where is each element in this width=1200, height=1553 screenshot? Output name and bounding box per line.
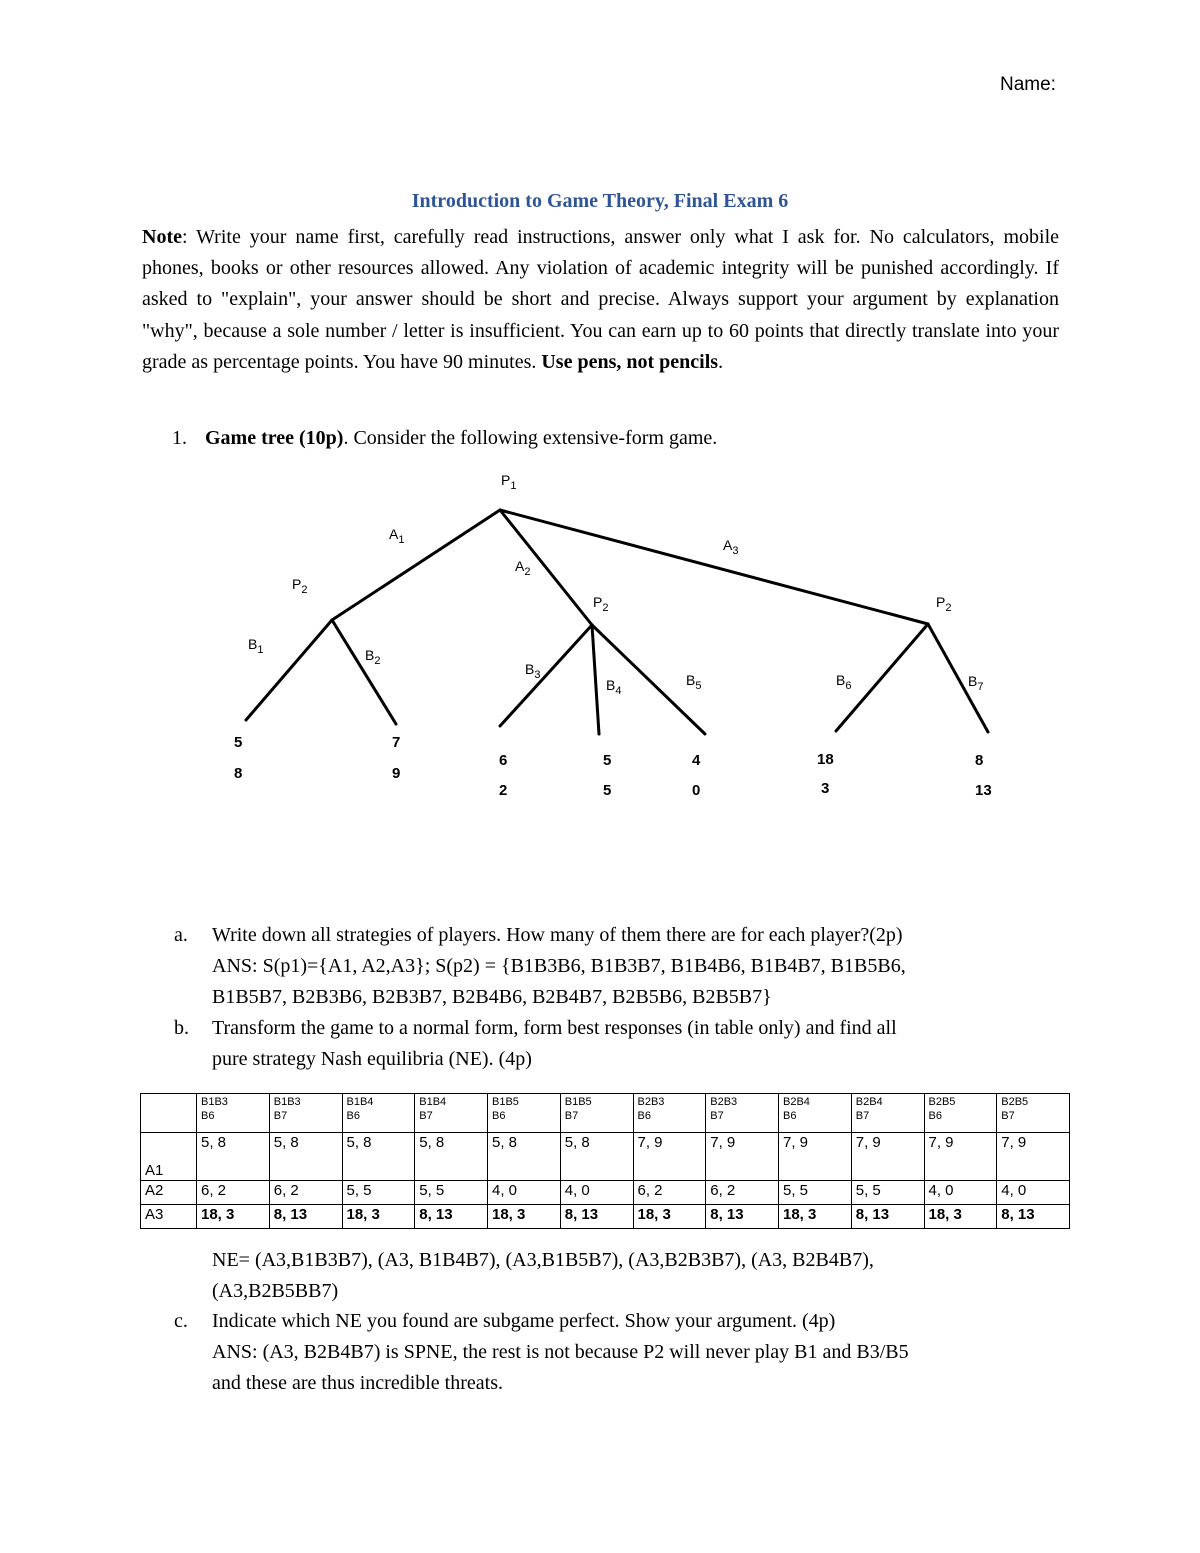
note-label: Note	[142, 226, 182, 248]
root-label-p1: $P_1$	[501, 472, 517, 492]
edge-b6	[836, 624, 928, 731]
payoff-cell: 6, 2	[269, 1181, 342, 1205]
payoff-cell: 5, 8	[415, 1133, 488, 1181]
payoff-cell: 5, 5	[342, 1181, 415, 1205]
use-label: Use	[541, 350, 573, 373]
payoff-cell: 7, 9	[997, 1133, 1070, 1181]
ne-answer	[212, 1245, 874, 1307]
payoff-3-p2: 2	[499, 782, 508, 799]
column-header: B1B4 B7	[415, 1094, 488, 1133]
part-a-answer-line-2: B1B5B7, B2B3B6, B2B3B7, B2B4B6, B2B4B7, B2B5B6, B2B5B7}	[212, 986, 772, 1008]
action-b3: $B_3$	[525, 661, 541, 681]
payoff-4-p1: 5	[603, 752, 612, 769]
payoff-cell: 6, 2	[706, 1181, 779, 1205]
payoff-3-p1: 6	[499, 752, 508, 769]
payoff-6-p1: 18	[817, 751, 834, 768]
payoff-cell: 5, 8	[197, 1133, 270, 1181]
payoff-7-p1: 8	[975, 752, 984, 769]
question-1-text: . Consider the following extensive-form game.	[343, 427, 718, 449]
payoff-5-p1: 4	[692, 752, 701, 769]
column-header: B1B3 B6	[197, 1094, 270, 1133]
payoff-cell: 5, 8	[342, 1133, 415, 1181]
payoff-2-p1: 7	[392, 734, 401, 751]
edge-b7	[928, 624, 988, 732]
payoff-cell: 7, 9	[924, 1133, 997, 1181]
table-row	[141, 1181, 1070, 1205]
edge-a1	[332, 510, 500, 620]
question-1-number: 1.	[172, 427, 187, 449]
payoff-cell: 18, 3	[488, 1205, 561, 1229]
name-field-label: Name:	[1000, 74, 1056, 95]
node-label-p2-left: $P_2$	[292, 576, 308, 596]
payoff-cell: 7, 9	[706, 1133, 779, 1181]
action-a2: $A_2$	[515, 558, 531, 578]
edge-a2	[500, 510, 592, 625]
payoff-4-p2: 5	[603, 782, 612, 799]
edge-b3	[500, 625, 592, 726]
payoff-cell: 8, 13	[851, 1205, 924, 1229]
payoff-cell: 8, 13	[706, 1205, 779, 1229]
edge-b1	[246, 620, 332, 720]
row-label: A2	[141, 1181, 197, 1205]
node-label-p2-middle: $P_2$	[593, 594, 609, 614]
payoff-cell: 18, 3	[779, 1205, 852, 1229]
payoff-6-p2: 3	[821, 780, 830, 797]
question-1	[172, 427, 717, 450]
part-c-label: c.	[174, 1310, 188, 1332]
edge-b2	[332, 620, 396, 724]
payoff-cell: 18, 3	[633, 1205, 706, 1229]
payoff-cell: 7, 9	[779, 1133, 852, 1181]
game-tree	[0, 460, 1200, 820]
payoff-cell: 5, 8	[560, 1133, 633, 1181]
action-b5: $B_5$	[686, 672, 702, 692]
payoff-cell: 8, 13	[269, 1205, 342, 1229]
payoff-cell: 8, 13	[997, 1205, 1070, 1229]
part-a	[174, 920, 906, 1013]
action-b6: $B_6$	[836, 672, 852, 692]
payoff-cell: 6, 2	[633, 1181, 706, 1205]
action-b1: $B_1$	[248, 636, 264, 656]
payoff-5-p2: 0	[692, 782, 701, 799]
part-c-question: Indicate which NE you found are subgame perfect. Show your argument. (4p)	[212, 1310, 836, 1332]
payoff-cell: 5, 5	[415, 1181, 488, 1205]
column-header: B2B3 B6	[633, 1094, 706, 1133]
payoff-1-p1: 5	[234, 734, 243, 751]
ne-answer-line-2: (A3,B2B5BB7)	[212, 1280, 339, 1302]
payoff-2-p2: 9	[392, 765, 401, 782]
column-header: B2B4 B6	[779, 1094, 852, 1133]
action-b7: $B_7$	[968, 673, 984, 693]
row-label: A3	[141, 1205, 197, 1229]
part-a-answer-line-1: ANS: S(p1)={A1, A2,A3}; S(p2) = {B1B3B6, B1B3B7, B1B4B6, B1B4B7, B1B5B6,	[212, 955, 906, 977]
ne-answer-line-1: NE= (A3,B1B3B7), (A3, B1B4B7), (A3,B1B5B7), (A3,B2B3B7), (A3, B2B4B7),	[212, 1249, 874, 1271]
payoff-cell: 18, 3	[924, 1205, 997, 1229]
payoff-cell: 6, 2	[197, 1181, 270, 1205]
question-1-heading: Game tree (10p)	[205, 427, 344, 449]
column-header: B1B4 B6	[342, 1094, 415, 1133]
action-b2: $B_2$	[365, 647, 381, 667]
node-label-p2-right: $P_2$	[936, 594, 952, 614]
table-corner-cell	[141, 1094, 197, 1133]
action-a1: $A_1$	[389, 526, 405, 546]
payoff-cell: 4, 0	[560, 1181, 633, 1205]
part-c-answer-line-1: ANS: (A3, B2B4B7) is SPNE, the rest is not because P2 will never play B1 and B3/B5	[212, 1341, 909, 1363]
part-c-answer-line-2: and these are thus incredible threats.	[212, 1372, 503, 1394]
edge-a3	[500, 510, 928, 624]
table-header-row	[141, 1094, 1070, 1133]
table-row	[141, 1205, 1070, 1229]
exam-note	[142, 222, 1059, 378]
action-b4: $B_4$	[606, 677, 622, 697]
payoff-cell: 8, 13	[415, 1205, 488, 1229]
table-row	[141, 1133, 1070, 1181]
column-header: B1B3 B7	[269, 1094, 342, 1133]
part-a-label: a.	[174, 924, 188, 946]
payoff-cell: 5, 8	[488, 1133, 561, 1181]
column-header: B2B5 B6	[924, 1094, 997, 1133]
payoff-cell: 18, 3	[197, 1205, 270, 1229]
column-header: B1B5 B7	[560, 1094, 633, 1133]
note-end: .	[718, 350, 724, 373]
payoff-cell: 5, 5	[779, 1181, 852, 1205]
page-title: Introduction to Game Theory, Final Exam 6	[411, 190, 789, 212]
payoff-cell: 18, 3	[342, 1205, 415, 1229]
payoff-cell: 4, 0	[924, 1181, 997, 1205]
payoff-cell: 8, 13	[560, 1205, 633, 1229]
payoff-1-p2: 8	[234, 765, 243, 782]
payoff-cell: 7, 9	[851, 1133, 924, 1181]
payoff-7-p2: 13	[975, 782, 992, 799]
payoff-cell: 5, 8	[269, 1133, 342, 1181]
pens-not-pencils: pens, not pencils	[572, 350, 719, 373]
part-b-question-line-1: Transform the game to a normal form, form best responses (in table only) and find all	[212, 1017, 897, 1039]
action-a3: $A_3$	[723, 537, 739, 557]
part-a-question: Write down all strategies of players. How many of them there are for each player?(2p)	[212, 924, 903, 946]
note-text: : Write your name first, carefully read instructions, answer only what I ask for. No calculators, mobile phones, books or other resources allowed. Any violation of academic integrity will be punished accordingly. If asked to "explain", your answer should be short and precise. Always support your argument by explanation "why", because a sole number / letter is insufficient. You can earn up to 60 points that directly translate into your grade as percentage points. You have 90 minutes.	[142, 226, 1059, 373]
part-b-question-line-2: pure strategy Nash equilibria (NE). (4p)	[212, 1048, 532, 1070]
payoff-cell: 4, 0	[488, 1181, 561, 1205]
part-b-label: b.	[174, 1017, 189, 1039]
edge-b4	[592, 625, 599, 734]
row-label: A1	[141, 1133, 197, 1181]
column-header: B1B5 B6	[488, 1094, 561, 1133]
part-c	[174, 1306, 909, 1399]
payoff-cell: 4, 0	[997, 1181, 1070, 1205]
payoff-cell: 5, 5	[851, 1181, 924, 1205]
part-b	[174, 1013, 897, 1075]
column-header: B2B3 B7	[706, 1094, 779, 1133]
normal-form-table	[140, 1093, 1070, 1229]
column-header: B2B5 B7	[997, 1094, 1070, 1133]
payoff-cell: 7, 9	[633, 1133, 706, 1181]
column-header: B2B4 B7	[851, 1094, 924, 1133]
